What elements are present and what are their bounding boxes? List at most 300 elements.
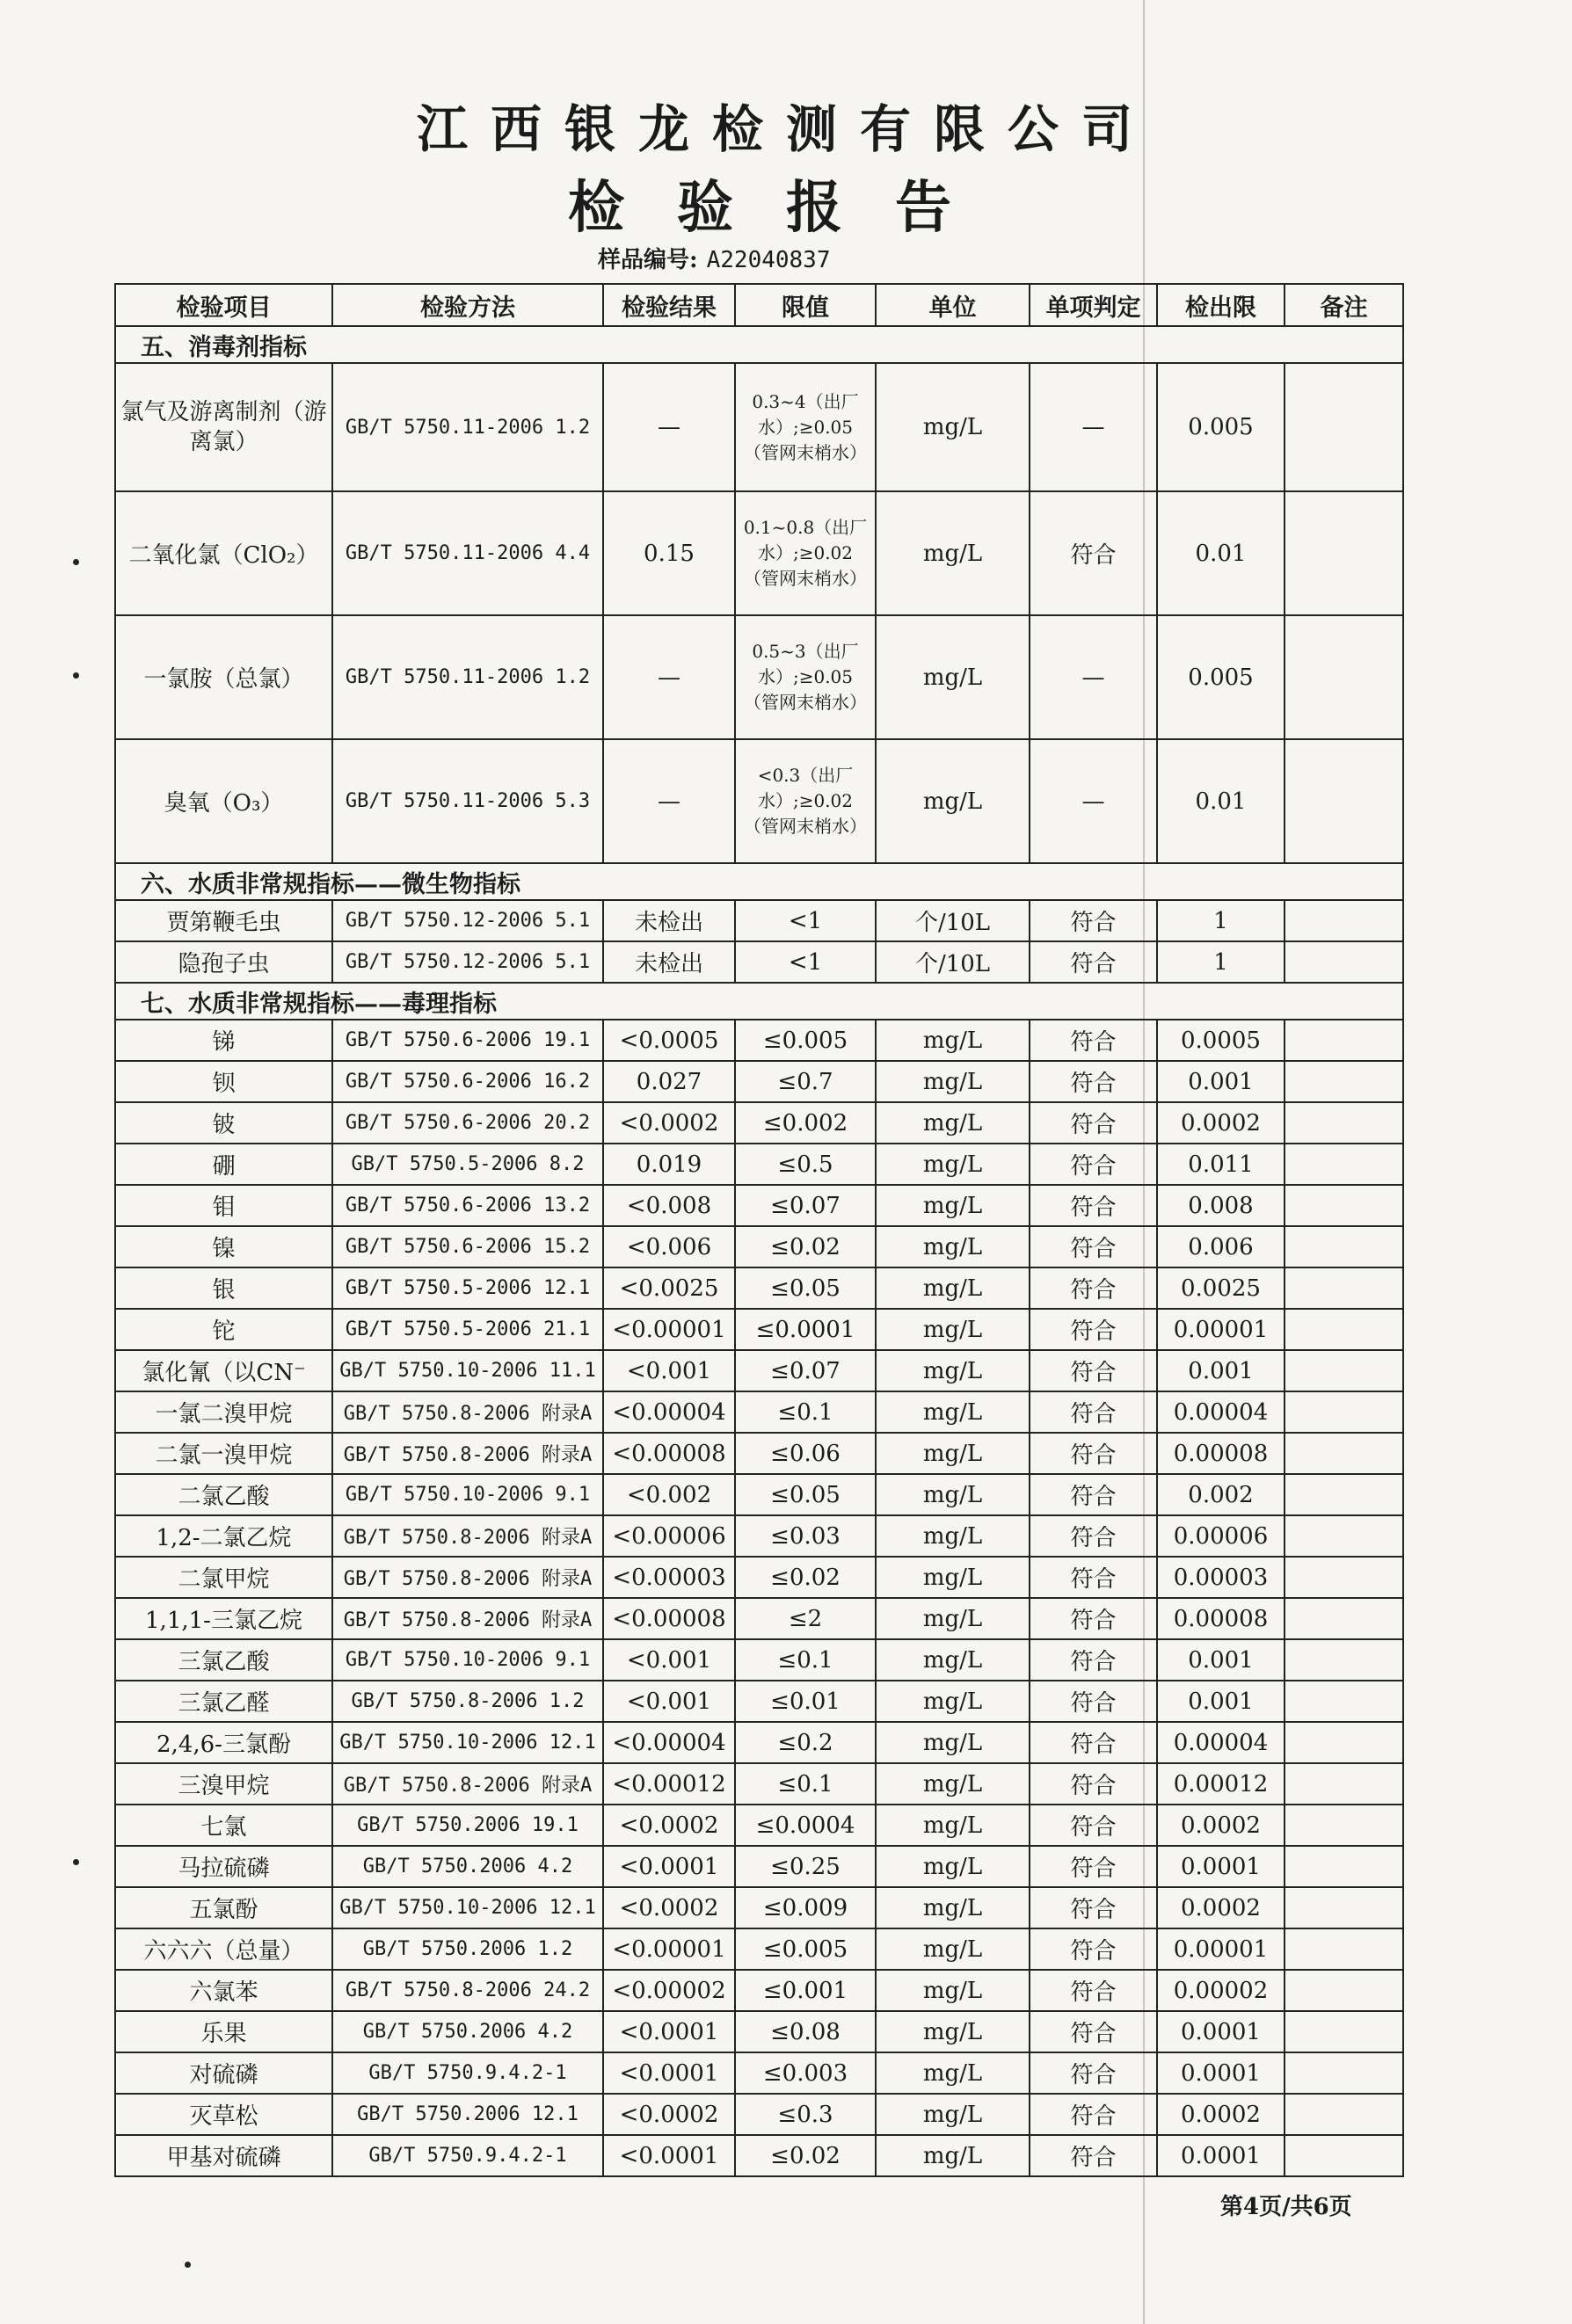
table-row xyxy=(115,1970,1403,2011)
cell-unit: mg/L xyxy=(876,1846,1030,1887)
cell-judgement: 符合 xyxy=(1030,2052,1157,2094)
cell-judgement: 符合 xyxy=(1030,1144,1157,1185)
cell-result: <0.001 xyxy=(603,1681,735,1722)
scan-speck xyxy=(73,1859,79,1865)
cell-detection-limit: 0.00001 xyxy=(1157,1309,1285,1350)
cell-detection-limit: 0.00004 xyxy=(1157,1722,1285,1763)
cell-result: <0.00001 xyxy=(603,1309,735,1350)
table-row xyxy=(115,2135,1403,2176)
cell-limit: ≤0.02 xyxy=(735,1226,876,1267)
cell-result: 0.027 xyxy=(603,1061,735,1102)
cell-detection-limit: 0.00004 xyxy=(1157,1391,1285,1433)
col-header-unit: 单位 xyxy=(876,284,1030,326)
cell-limit: <0.3（出厂水）;≥0.02（管网末梢水） xyxy=(735,739,876,863)
cell-remarks xyxy=(1285,941,1403,983)
cell-unit: mg/L xyxy=(876,615,1030,739)
cell-judgement: 符合 xyxy=(1030,1267,1157,1309)
cell-item: 1,2-二氯乙烷 xyxy=(115,1515,332,1557)
cell-unit: mg/L xyxy=(876,1267,1030,1309)
cell-unit: mg/L xyxy=(876,1681,1030,1722)
cell-item: 乐果 xyxy=(115,2011,332,2052)
cell-judgement: 符合 xyxy=(1030,1309,1157,1350)
cell-unit: mg/L xyxy=(876,1102,1030,1144)
cell-item: 隐孢子虫 xyxy=(115,941,332,983)
cell-detection-limit: 0.00002 xyxy=(1157,1970,1285,2011)
cell-judgement: 符合 xyxy=(1030,941,1157,983)
cell-result: <0.008 xyxy=(603,1185,735,1226)
cell-detection-limit: 0.00012 xyxy=(1157,1763,1285,1805)
col-header-detection-limit: 检出限 xyxy=(1157,284,1285,326)
cell-result: <0.00006 xyxy=(603,1515,735,1557)
cell-limit: ≤0.3 xyxy=(735,2094,876,2135)
cell-unit: mg/L xyxy=(876,1598,1030,1639)
cell-method: GB/T 5750.2006 4.2 xyxy=(332,2011,603,2052)
sample-number xyxy=(598,242,831,274)
cell-unit: mg/L xyxy=(876,1433,1030,1474)
table-row xyxy=(115,1102,1403,1144)
table-row xyxy=(115,1887,1403,1928)
cell-detection-limit: 0.001 xyxy=(1157,1061,1285,1102)
section-row xyxy=(115,326,1403,363)
cell-detection-limit: 0.0002 xyxy=(1157,1805,1285,1846)
cell-unit: mg/L xyxy=(876,1557,1030,1598)
cell-detection-limit: 0.0025 xyxy=(1157,1267,1285,1309)
cell-detection-limit: 0.005 xyxy=(1157,615,1285,739)
cell-method: GB/T 5750.6-2006 20.2 xyxy=(332,1102,603,1144)
cell-result: <0.00003 xyxy=(603,1557,735,1598)
table-row xyxy=(115,2011,1403,2052)
cell-detection-limit: 0.00003 xyxy=(1157,1557,1285,1598)
cell-item: 臭氧（O₃） xyxy=(115,739,332,863)
col-header-method: 检验方法 xyxy=(332,284,603,326)
cell-result: <0.00012 xyxy=(603,1763,735,1805)
cell-remarks xyxy=(1285,1267,1403,1309)
cell-remarks xyxy=(1285,1474,1403,1515)
cell-limit: ≤0.0001 xyxy=(735,1309,876,1350)
cell-limit: ≤0.009 xyxy=(735,1887,876,1928)
cell-judgement: 符合 xyxy=(1030,1020,1157,1061)
table-row xyxy=(115,1763,1403,1805)
cell-item: 锑 xyxy=(115,1020,332,1061)
cell-result: <0.0002 xyxy=(603,1102,735,1144)
cell-unit: mg/L xyxy=(876,1887,1030,1928)
cell-remarks xyxy=(1285,1226,1403,1267)
col-header-result: 检验结果 xyxy=(603,284,735,326)
cell-detection-limit: 0.0001 xyxy=(1157,2011,1285,2052)
cell-item: 六六六（总量） xyxy=(115,1928,332,1970)
cell-limit: ≤0.003 xyxy=(735,2052,876,2094)
cell-method: GB/T 5750.8-2006 附录A xyxy=(332,1557,603,1598)
cell-result: <0.00008 xyxy=(603,1433,735,1474)
cell-remarks xyxy=(1285,1557,1403,1598)
cell-limit: ≤0.0004 xyxy=(735,1805,876,1846)
cell-detection-limit: 0.0001 xyxy=(1157,2135,1285,2176)
cell-remarks xyxy=(1285,1970,1403,2011)
cell-detection-limit: 0.01 xyxy=(1157,491,1285,615)
cell-remarks xyxy=(1285,1102,1403,1144)
cell-method: GB/T 5750.10-2006 9.1 xyxy=(332,1639,603,1681)
cell-judgement: 符合 xyxy=(1030,1515,1157,1557)
table-row xyxy=(115,491,1403,615)
cell-judgement: 符合 xyxy=(1030,1102,1157,1144)
cell-unit: mg/L xyxy=(876,1970,1030,2011)
cell-detection-limit: 0.00001 xyxy=(1157,1928,1285,1970)
cell-limit: ≤0.02 xyxy=(735,1557,876,1598)
cell-remarks xyxy=(1285,2135,1403,2176)
cell-item: 六氯苯 xyxy=(115,1970,332,2011)
cell-result: <0.0001 xyxy=(603,1846,735,1887)
cell-limit: ≤0.08 xyxy=(735,2011,876,2052)
cell-method: GB/T 5750.2006 1.2 xyxy=(332,1928,603,1970)
cell-remarks xyxy=(1285,615,1403,739)
cell-detection-limit: 0.0002 xyxy=(1157,1887,1285,1928)
cell-item: 铊 xyxy=(115,1309,332,1350)
cell-limit: 0.5~3（出厂水）;≥0.05（管网末梢水） xyxy=(735,615,876,739)
col-header-judgement: 单项判定 xyxy=(1030,284,1157,326)
cell-method: GB/T 5750.8-2006 附录A xyxy=(332,1598,603,1639)
cell-result: <0.0002 xyxy=(603,1887,735,1928)
cell-detection-limit: 0.0002 xyxy=(1157,2094,1285,2135)
cell-item: 氯气及游离制剂（游离氯） xyxy=(115,363,332,491)
cell-result: <0.001 xyxy=(603,1639,735,1681)
cell-item: 镍 xyxy=(115,1226,332,1267)
cell-detection-limit: 0.006 xyxy=(1157,1226,1285,1267)
cell-item: 对硫磷 xyxy=(115,2052,332,2094)
cell-unit: mg/L xyxy=(876,2052,1030,2094)
section-title: 七、水质非常规指标——毒理指标 xyxy=(115,983,1403,1020)
table-row xyxy=(115,1474,1403,1515)
cell-item: 二氯一溴甲烷 xyxy=(115,1433,332,1474)
scan-speck xyxy=(73,672,79,679)
cell-item: 氯化氰（以CN⁻ xyxy=(115,1350,332,1391)
cell-method: GB/T 5750.12-2006 5.1 xyxy=(332,941,603,983)
cell-remarks xyxy=(1285,491,1403,615)
cell-judgement: 符合 xyxy=(1030,1474,1157,1515)
cell-result: <0.00002 xyxy=(603,1970,735,2011)
cell-result: <0.0002 xyxy=(603,2094,735,2135)
cell-remarks xyxy=(1285,2052,1403,2094)
table-row xyxy=(115,1928,1403,1970)
cell-unit: mg/L xyxy=(876,1639,1030,1681)
cell-limit: 0.1~0.8（出厂水）;≥0.02（管网末梢水） xyxy=(735,491,876,615)
cell-limit: 0.3~4（出厂水）;≥0.05（管网末梢水） xyxy=(735,363,876,491)
cell-result: <0.0005 xyxy=(603,1020,735,1061)
table-row xyxy=(115,1020,1403,1061)
table-row xyxy=(115,363,1403,491)
cell-item: 一氯胺（总氯） xyxy=(115,615,332,739)
cell-item: 灭草松 xyxy=(115,2094,332,2135)
cell-judgement: 符合 xyxy=(1030,900,1157,941)
cell-judgement: 符合 xyxy=(1030,1722,1157,1763)
cell-result: 0.15 xyxy=(603,491,735,615)
cell-item: 二氧化氯（ClO₂） xyxy=(115,491,332,615)
cell-detection-limit: 0.00008 xyxy=(1157,1433,1285,1474)
cell-limit: ≤0.005 xyxy=(735,1928,876,1970)
table-row xyxy=(115,1267,1403,1309)
col-header-remarks: 备注 xyxy=(1285,284,1403,326)
cell-limit: ≤0.005 xyxy=(735,1020,876,1061)
cell-remarks xyxy=(1285,1722,1403,1763)
cell-detection-limit: 0.0001 xyxy=(1157,2052,1285,2094)
table-row xyxy=(115,1639,1403,1681)
cell-unit: mg/L xyxy=(876,1805,1030,1846)
cell-limit: ≤0.05 xyxy=(735,1267,876,1309)
table-row xyxy=(115,1061,1403,1102)
cell-method: GB/T 5750.10-2006 12.1 xyxy=(332,1722,603,1763)
table-row xyxy=(115,1557,1403,1598)
cell-unit: mg/L xyxy=(876,1350,1030,1391)
cell-remarks xyxy=(1285,1144,1403,1185)
cell-limit: <1 xyxy=(735,941,876,983)
cell-unit: mg/L xyxy=(876,1144,1030,1185)
cell-item: 1,1,1-三氯乙烷 xyxy=(115,1598,332,1639)
cell-limit: ≤0.1 xyxy=(735,1639,876,1681)
cell-result: <0.0001 xyxy=(603,2011,735,2052)
cell-remarks xyxy=(1285,1681,1403,1722)
cell-item: 二氯乙酸 xyxy=(115,1474,332,1515)
cell-remarks xyxy=(1285,1763,1403,1805)
cell-unit: mg/L xyxy=(876,1763,1030,1805)
cell-unit: mg/L xyxy=(876,1020,1030,1061)
cell-unit: 个/10L xyxy=(876,941,1030,983)
cell-result: — xyxy=(603,615,735,739)
table-row xyxy=(115,615,1403,739)
cell-judgement: 符合 xyxy=(1030,1185,1157,1226)
cell-result: 未检出 xyxy=(603,900,735,941)
section-title: 五、消毒剂指标 xyxy=(115,326,1403,363)
cell-result: — xyxy=(603,363,735,491)
cell-remarks xyxy=(1285,2011,1403,2052)
cell-method: GB/T 5750.9.4.2-1 xyxy=(332,2135,603,2176)
cell-method: GB/T 5750.6-2006 15.2 xyxy=(332,1226,603,1267)
report-title: 检验报告 xyxy=(568,175,1004,241)
cell-judgement: — xyxy=(1030,363,1157,491)
cell-unit: 个/10L xyxy=(876,900,1030,941)
cell-method: GB/T 5750.8-2006 24.2 xyxy=(332,1970,603,2011)
cell-unit: mg/L xyxy=(876,1515,1030,1557)
cell-unit: mg/L xyxy=(876,1474,1030,1515)
cell-item: 钼 xyxy=(115,1185,332,1226)
cell-judgement: — xyxy=(1030,615,1157,739)
cell-unit: mg/L xyxy=(876,1722,1030,1763)
cell-item: 钡 xyxy=(115,1061,332,1102)
cell-method: GB/T 5750.11-2006 5.3 xyxy=(332,739,603,863)
cell-result: 0.019 xyxy=(603,1144,735,1185)
table-row xyxy=(115,1846,1403,1887)
cell-limit: ≤0.001 xyxy=(735,1970,876,2011)
cell-judgement: 符合 xyxy=(1030,1226,1157,1267)
cell-item: 五氯酚 xyxy=(115,1887,332,1928)
cell-result: <0.0001 xyxy=(603,2135,735,2176)
page-number: 第4页/共6页 xyxy=(1220,2194,1352,2220)
cell-limit: ≤0.03 xyxy=(735,1515,876,1557)
cell-method: GB/T 5750.11-2006 1.2 xyxy=(332,363,603,491)
cell-unit: mg/L xyxy=(876,1185,1030,1226)
cell-judgement: 符合 xyxy=(1030,1350,1157,1391)
cell-result: — xyxy=(603,739,735,863)
cell-remarks xyxy=(1285,1350,1403,1391)
sample-number-value: A22040837 xyxy=(706,247,831,273)
cell-method: GB/T 5750.10-2006 9.1 xyxy=(332,1474,603,1515)
cell-method: GB/T 5750.11-2006 1.2 xyxy=(332,615,603,739)
table-row xyxy=(115,739,1403,863)
cell-detection-limit: 0.0005 xyxy=(1157,1020,1285,1061)
cell-judgement: 符合 xyxy=(1030,1846,1157,1887)
cell-unit: mg/L xyxy=(876,1928,1030,1970)
cell-judgement: — xyxy=(1030,739,1157,863)
table-row xyxy=(115,1309,1403,1350)
cell-judgement: 符合 xyxy=(1030,2094,1157,2135)
cell-limit: ≤0.01 xyxy=(735,1681,876,1722)
cell-limit: ≤0.1 xyxy=(735,1391,876,1433)
cell-limit: ≤0.05 xyxy=(735,1474,876,1515)
cell-detection-limit: 0.002 xyxy=(1157,1474,1285,1515)
scan-speck xyxy=(185,2262,191,2268)
cell-detection-limit: 0.0002 xyxy=(1157,1102,1285,1144)
table-row xyxy=(115,1598,1403,1639)
col-header-limit: 限值 xyxy=(735,284,876,326)
cell-unit: mg/L xyxy=(876,739,1030,863)
cell-limit: ≤0.07 xyxy=(735,1350,876,1391)
cell-detection-limit: 0.0001 xyxy=(1157,1846,1285,1887)
cell-limit: ≤0.07 xyxy=(735,1185,876,1226)
cell-method: GB/T 5750.10-2006 11.1 xyxy=(332,1350,603,1391)
cell-method: GB/T 5750.8-2006 1.2 xyxy=(332,1681,603,1722)
cell-remarks xyxy=(1285,1887,1403,1928)
section-title: 六、水质非常规指标——微生物指标 xyxy=(115,863,1403,900)
cell-unit: mg/L xyxy=(876,2135,1030,2176)
cell-result: <0.00004 xyxy=(603,1391,735,1433)
cell-limit: ≤0.06 xyxy=(735,1433,876,1474)
cell-remarks xyxy=(1285,1846,1403,1887)
cell-unit: mg/L xyxy=(876,491,1030,615)
sample-number-label: 样品编号: xyxy=(598,247,698,273)
cell-judgement: 符合 xyxy=(1030,1433,1157,1474)
cell-method: GB/T 5750.11-2006 4.4 xyxy=(332,491,603,615)
cell-limit: ≤0.25 xyxy=(735,1846,876,1887)
cell-unit: mg/L xyxy=(876,1309,1030,1350)
cell-result: <0.00004 xyxy=(603,1722,735,1763)
cell-detection-limit: 1 xyxy=(1157,941,1285,983)
cell-remarks xyxy=(1285,1433,1403,1474)
cell-remarks xyxy=(1285,1639,1403,1681)
cell-method: GB/T 5750.8-2006 附录A xyxy=(332,1763,603,1805)
col-header-item: 检验项目 xyxy=(115,284,332,326)
table-row xyxy=(115,2094,1403,2135)
cell-method: GB/T 5750.6-2006 19.1 xyxy=(332,1020,603,1061)
cell-method: GB/T 5750.10-2006 12.1 xyxy=(332,1887,603,1928)
cell-remarks xyxy=(1285,1185,1403,1226)
cell-method: GB/T 5750.9.4.2-1 xyxy=(332,2052,603,2094)
cell-item: 七氯 xyxy=(115,1805,332,1846)
cell-detection-limit: 0.001 xyxy=(1157,1681,1285,1722)
cell-remarks xyxy=(1285,1020,1403,1061)
cell-judgement: 符合 xyxy=(1030,1928,1157,1970)
cell-item: 三溴甲烷 xyxy=(115,1763,332,1805)
cell-item: 铍 xyxy=(115,1102,332,1144)
cell-judgement: 符合 xyxy=(1030,1598,1157,1639)
cell-limit: ≤0.2 xyxy=(735,1722,876,1763)
cell-limit: ≤2 xyxy=(735,1598,876,1639)
table-row xyxy=(115,1515,1403,1557)
cell-remarks xyxy=(1285,2094,1403,2135)
cell-detection-limit: 0.00006 xyxy=(1157,1515,1285,1557)
cell-judgement: 符合 xyxy=(1030,1887,1157,1928)
cell-limit: ≤0.02 xyxy=(735,2135,876,2176)
cell-item: 马拉硫磷 xyxy=(115,1846,332,1887)
cell-judgement: 符合 xyxy=(1030,1391,1157,1433)
cell-judgement: 符合 xyxy=(1030,1970,1157,2011)
cell-limit: ≤0.5 xyxy=(735,1144,876,1185)
cell-result: <0.00001 xyxy=(603,1928,735,1970)
cell-item: 二氯甲烷 xyxy=(115,1557,332,1598)
cell-detection-limit: 0.01 xyxy=(1157,739,1285,863)
cell-remarks xyxy=(1285,900,1403,941)
table-header-row xyxy=(115,284,1403,326)
cell-detection-limit: 0.011 xyxy=(1157,1144,1285,1185)
table-row xyxy=(115,1391,1403,1433)
results-table xyxy=(114,283,1404,2177)
company-name: 江西银龙检测有限公司 xyxy=(416,99,1155,159)
cell-result: <0.001 xyxy=(603,1350,735,1391)
cell-unit: mg/L xyxy=(876,1391,1030,1433)
cell-detection-limit: 1 xyxy=(1157,900,1285,941)
cell-method: GB/T 5750.6-2006 16.2 xyxy=(332,1061,603,1102)
cell-limit: <1 xyxy=(735,900,876,941)
cell-result: <0.002 xyxy=(603,1474,735,1515)
table-row xyxy=(115,1681,1403,1722)
cell-method: GB/T 5750.5-2006 12.1 xyxy=(332,1267,603,1309)
cell-method: GB/T 5750.2006 19.1 xyxy=(332,1805,603,1846)
cell-remarks xyxy=(1285,1928,1403,1970)
cell-detection-limit: 0.008 xyxy=(1157,1185,1285,1226)
cell-judgement: 符合 xyxy=(1030,1557,1157,1598)
scan-speck xyxy=(73,559,79,565)
cell-method: GB/T 5750.8-2006 附录A xyxy=(332,1391,603,1433)
cell-result: <0.0001 xyxy=(603,2052,735,2094)
cell-limit: ≤0.7 xyxy=(735,1061,876,1102)
cell-judgement: 符合 xyxy=(1030,1763,1157,1805)
cell-remarks xyxy=(1285,1391,1403,1433)
cell-remarks xyxy=(1285,739,1403,863)
cell-method: GB/T 5750.2006 4.2 xyxy=(332,1846,603,1887)
table-row xyxy=(115,900,1403,941)
cell-unit: mg/L xyxy=(876,2094,1030,2135)
cell-item: 银 xyxy=(115,1267,332,1309)
table-row xyxy=(115,1433,1403,1474)
cell-result: <0.0025 xyxy=(603,1267,735,1309)
cell-unit: mg/L xyxy=(876,1226,1030,1267)
cell-remarks xyxy=(1285,363,1403,491)
cell-remarks xyxy=(1285,1515,1403,1557)
cell-judgement: 符合 xyxy=(1030,1681,1157,1722)
cell-item: 2,4,6-三氯酚 xyxy=(115,1722,332,1763)
cell-result: <0.006 xyxy=(603,1226,735,1267)
cell-judgement: 符合 xyxy=(1030,1639,1157,1681)
cell-judgement: 符合 xyxy=(1030,1061,1157,1102)
cell-remarks xyxy=(1285,1061,1403,1102)
cell-item: 一氯二溴甲烷 xyxy=(115,1391,332,1433)
cell-limit: ≤0.002 xyxy=(735,1102,876,1144)
cell-method: GB/T 5750.2006 12.1 xyxy=(332,2094,603,2135)
table-row xyxy=(115,1805,1403,1846)
cell-unit: mg/L xyxy=(876,1061,1030,1102)
table-row xyxy=(115,941,1403,983)
cell-remarks xyxy=(1285,1598,1403,1639)
cell-unit: mg/L xyxy=(876,2011,1030,2052)
cell-item: 硼 xyxy=(115,1144,332,1185)
cell-method: GB/T 5750.12-2006 5.1 xyxy=(332,900,603,941)
